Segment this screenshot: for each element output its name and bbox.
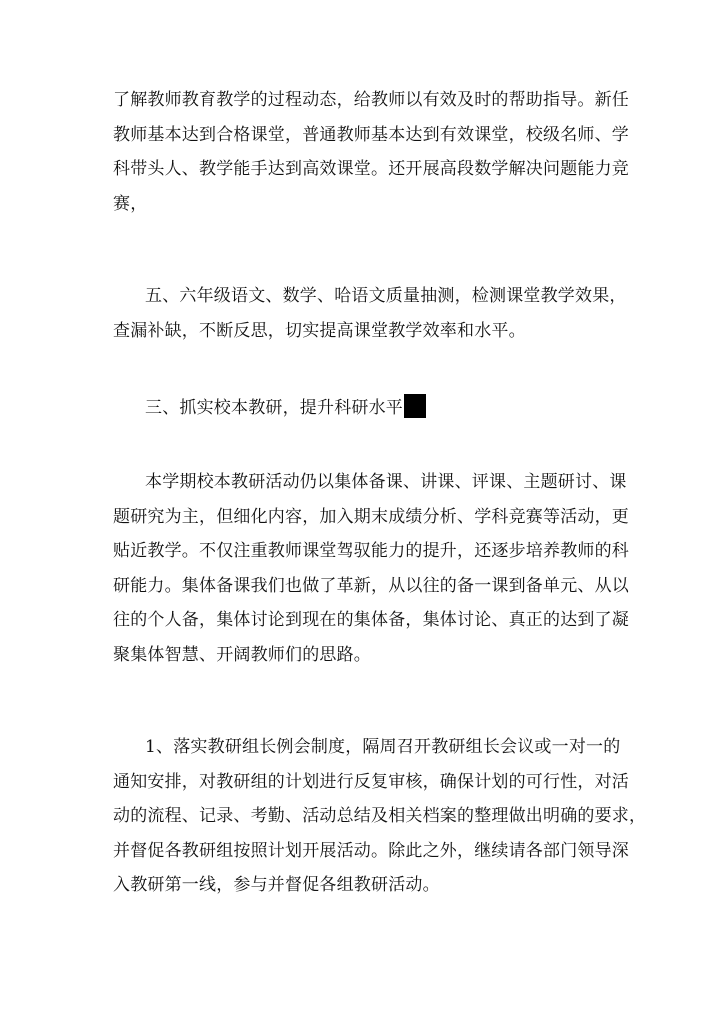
paragraph-line: 1、落实教研组长例会制度，隔周召开教研组长会议或一对一的	[145, 737, 621, 757]
paragraph-line: 教师基本达到合格课堂，普通教师基本达到有效课堂，校级名师、学	[113, 124, 629, 145]
paragraph-line: 通知安排，对教研组的计划进行反复审核，确保计划的可行性，对活	[113, 771, 629, 792]
paragraph-line: 题研究为主，但细化内容，加入期末成绩分析、学科竞赛等活动，更	[113, 506, 629, 527]
paragraph-2	[113, 279, 627, 348]
paragraph-line: 赛，	[113, 193, 148, 214]
paragraph-line: 动的流程、记录、考勤、活动总结及相关档案的整理做出明确的要求，	[113, 806, 647, 826]
paragraph-line: 本学期校本教研活动仍以集体备课、讲课、评课、主题研讨、课	[145, 472, 627, 492]
paragraph-4	[113, 465, 629, 672]
redaction-block	[404, 394, 426, 418]
paragraph-line: 聚集体智慧、开阔教师们的思路。	[113, 644, 371, 665]
paragraph-5	[113, 730, 647, 903]
paragraph-line: 研能力。集体备课我们也做了革新，从以往的备一课到备单元、从以	[113, 575, 629, 596]
paragraph-line: 并督促各教研组按照计划开展活动。除此之外，继续请各部门领导深	[113, 840, 629, 861]
section-heading-text: 三、抓实校本教研，提升科研水平	[145, 398, 403, 418]
paragraph-line: 入教研第一线，参与并督促各组教研活动。	[113, 875, 440, 895]
paragraph-line: 五、六年级语文、数学、哈语文质量抽测，检测课堂教学效果，	[145, 286, 627, 306]
section-heading	[113, 391, 617, 426]
paragraph-line: 往的个人备，集体讨论到现在的集体备，集体讨论、真正的达到了凝	[113, 610, 629, 630]
paragraph-1	[113, 83, 629, 221]
paragraph-line: 查漏补缺，不断反思，切实提高课堂教学效率和水平。	[113, 320, 526, 341]
paragraph-line: 贴近教学。不仅注重教师课堂驾驭能力的提升，还逐步培养教师的科	[113, 541, 629, 561]
paragraph-line: 了解教师教育教学的过程动态，给教师以有效及时的帮助指导。新任	[113, 90, 629, 110]
paragraph-line: 科带头人、教学能手达到高效课堂。还开展高段数学解决问题能力竞	[113, 159, 629, 179]
